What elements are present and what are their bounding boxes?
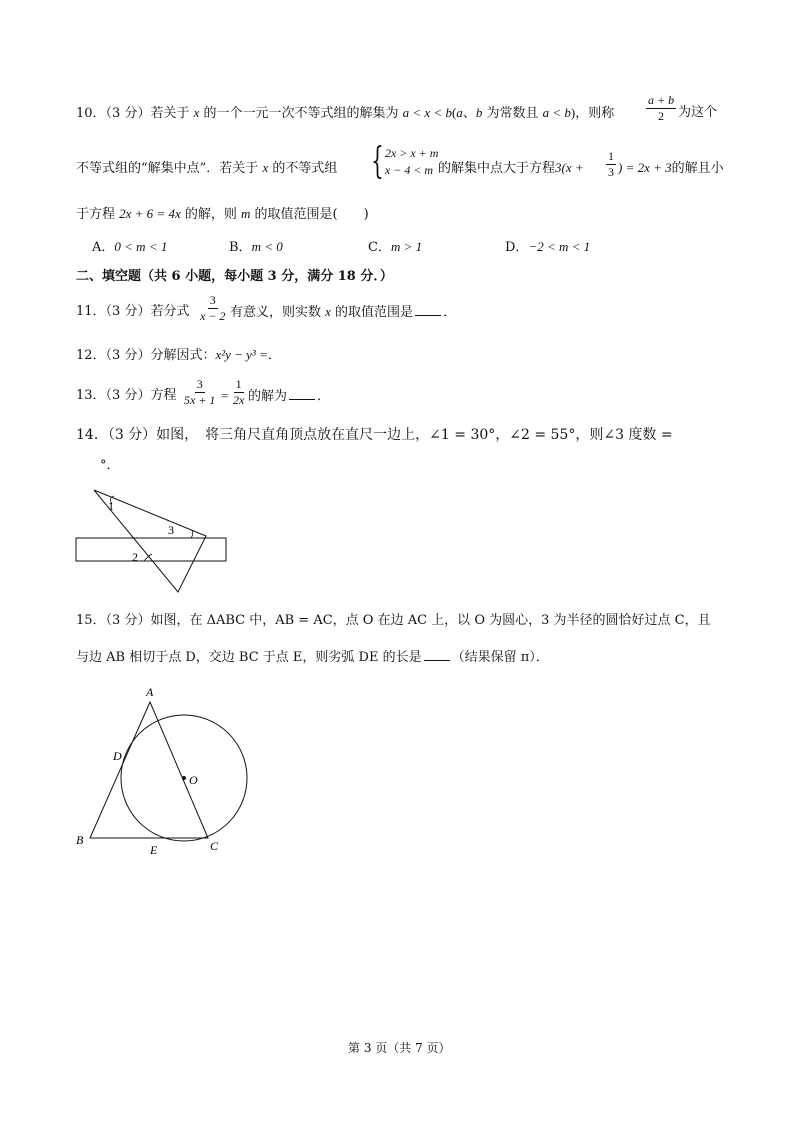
q12-end: ．: [267, 348, 281, 363]
q15-line2: [76, 650, 549, 664]
label-d: D: [113, 749, 122, 763]
center-o-dot: [182, 776, 186, 780]
option-value: −2 < m < 1: [528, 239, 591, 254]
page-footer: 第 3 页（共 7 页）: [348, 1041, 451, 1055]
q15-text: （结果保留 π）．: [451, 650, 549, 665]
q13-equals: =: [221, 388, 229, 403]
q11-fraction: [198, 294, 227, 322]
q13-pre: 13．（3 分）方程: [76, 388, 177, 403]
q10-line2: [76, 161, 337, 175]
label-a: A: [146, 685, 154, 699]
q11-rest: [230, 305, 456, 319]
q10-solution-set: a < x < b: [402, 105, 452, 120]
q10-line3: [76, 207, 369, 221]
fraction-numerator: 3: [196, 377, 203, 391]
q10-option-d[interactable]: [505, 240, 590, 254]
q10-inequality-system: [366, 141, 439, 182]
q10-line1: [76, 106, 614, 120]
q10-text: 的取值范围是( ): [250, 207, 369, 222]
system-row-1: 2x > x + m: [384, 145, 439, 160]
answer-blank[interactable]: [289, 389, 315, 400]
angle-label-3: 3: [168, 523, 174, 537]
q10-text: 的一个一元一次不等式组的解集为: [199, 106, 403, 121]
q10-var-a: a: [456, 105, 463, 120]
q11-pre: 11．（3 分）若分式: [76, 304, 190, 319]
q13-left-fraction: [182, 378, 217, 406]
q10-text: 的解且小: [671, 161, 724, 176]
q15-line1: 15．（3 分）如图，在 ΔABC 中，AB = AC，点 O 在边 AC 上，以 O 为圆心，3 为半径的圆恰好过点 C，且: [76, 613, 711, 628]
q10-paren: ): [570, 105, 576, 120]
q10-var-b: b: [475, 105, 483, 120]
q10-text: 为常数且: [482, 106, 543, 121]
label-o: O: [189, 773, 198, 787]
q10-equation-2: 2x + 6 = 4x: [119, 206, 181, 221]
option-value: 0 < m < 1: [114, 239, 168, 254]
option-value: m > 1: [390, 239, 423, 254]
q10-option-b[interactable]: [229, 240, 283, 254]
angle-label-1: 1: [108, 499, 114, 513]
q13-text: 的解为: [248, 389, 288, 404]
q10-paren: (: [451, 105, 457, 120]
q10-equation-1-right: ) = 2x + 3: [618, 160, 672, 175]
fraction-denominator: 2x: [233, 392, 245, 407]
q14-line1: 14．（3 分）如图， 将三角尺直角顶点放在直尺一边上，∠1 = 30°，∠2 = 55°，则∠3 度数 =: [76, 427, 673, 443]
q13-right-fraction: [231, 378, 246, 406]
q10-text: 10．（3 分）若关于: [76, 106, 194, 121]
q10-line2-mid: [438, 161, 584, 175]
angle-3-arc: [191, 530, 193, 538]
q11-text: 的取值范围是: [330, 305, 414, 320]
fraction-numerator: 1: [608, 149, 614, 163]
q10-text: ，则称: [575, 106, 615, 121]
option-label: B．: [229, 240, 252, 255]
q10-var-m: m: [241, 206, 251, 221]
q14-line2: [96, 458, 120, 472]
q10-condition: a < b: [542, 105, 571, 120]
q10-line2-end: [618, 161, 724, 175]
system-row-2: x − 4 < m: [384, 163, 434, 177]
q10-text: 的解，则: [180, 207, 241, 222]
q10-text: 不等式组的“解集中点”．若关于: [76, 161, 263, 176]
label-b: B: [76, 833, 84, 847]
answer-blank[interactable]: [415, 305, 441, 316]
q13-rest: [248, 389, 330, 403]
q10-option-a[interactable]: [92, 240, 167, 254]
fraction-denominator: 5x + 1: [184, 392, 216, 407]
q10-equation-1-left: 3(x +: [555, 160, 584, 175]
q12-text: 12．（3 分）分解因式：: [76, 348, 216, 363]
label-c: C: [210, 839, 219, 853]
brace-icon: {: [371, 141, 384, 182]
option-label: A．: [92, 240, 115, 255]
q10-text: 于方程: [76, 207, 120, 222]
q11-text: 有意义，则实数: [230, 305, 326, 320]
q10-var-x: x: [262, 160, 269, 175]
label-e: E: [150, 843, 158, 857]
q10-equation-fraction: [606, 150, 616, 178]
q11-end: ．: [443, 305, 457, 320]
fraction-denominator: 3: [608, 164, 614, 179]
q12-expression: x²y − y³ =: [215, 347, 268, 362]
q15-text: 与边 AB 相切于点 D，交边 BC 于点 E，则劣弧 DE 的长是: [76, 650, 422, 665]
fraction-numerator: a + b: [648, 93, 675, 107]
angle-label-2: 2: [132, 550, 138, 564]
q10-line1-end: 为这个: [678, 105, 718, 120]
q14-figure: [70, 484, 240, 599]
option-label: C．: [368, 240, 391, 255]
option-value: m < 0: [251, 239, 283, 254]
fraction-numerator: 3: [209, 293, 216, 307]
q15-figure: [70, 682, 260, 862]
q10-option-c[interactable]: [368, 240, 422, 254]
q10-sep: 、: [462, 106, 476, 121]
q11-var-x: x: [325, 304, 331, 319]
q13-end: ．: [317, 389, 331, 404]
q12-line: [76, 348, 281, 362]
section-title: 二、填空题（共 6 小题，每小题 3 分，满分 18 分．）: [76, 269, 393, 284]
fraction-denominator: 2: [658, 108, 665, 123]
triangle-abc: [90, 702, 208, 838]
answer-blank[interactable]: [424, 650, 450, 661]
fraction-denominator: x − 2: [200, 308, 226, 323]
q10-text: 的解集中点大于方程: [438, 161, 556, 176]
q10-var-x: x: [193, 105, 200, 120]
q14-degree: °．: [100, 458, 120, 473]
fraction-numerator: 1: [235, 377, 242, 391]
q10-midpoint-fraction: [646, 94, 676, 122]
option-label: D．: [505, 240, 529, 255]
q10-text: 的不等式组: [268, 161, 338, 176]
